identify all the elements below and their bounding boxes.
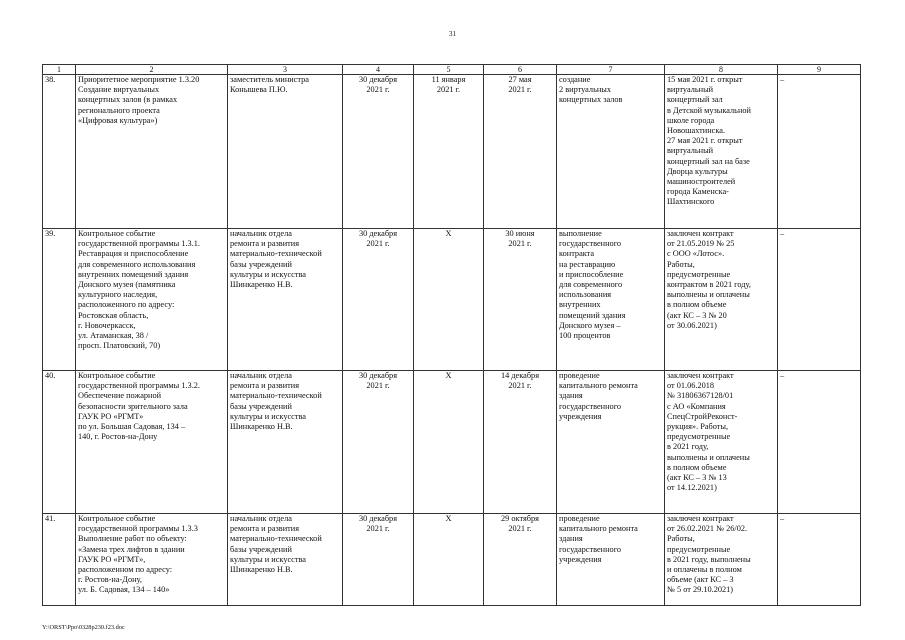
plan-date-cell: 30 декабря 2021 г.	[343, 514, 414, 606]
actual-date-cell: 27 мая 2021 г.	[484, 75, 557, 229]
column-header: 9	[778, 65, 861, 75]
column-header: 1	[43, 65, 76, 75]
start-date-cell: Х	[414, 371, 484, 514]
status-cell: заключен контракт от 26.02.2021 № 26/02. Работы, предусмотренные в 2021 году, выполнены и оплачены в полном объеме (акт КС – 3 № 5 от 29.10.2021)	[665, 514, 778, 606]
responsible-cell: заместитель министра Конышева П.Ю.	[228, 75, 343, 229]
file-path-footer: Y:\ORST\Ppo\0328p230.f23.doc	[42, 624, 125, 631]
plan-date-cell: 30 декабря 2021 г.	[343, 371, 414, 514]
start-date-cell: Х	[414, 514, 484, 606]
event-cell: Контрольное событие государственной программы 1.3.1. Реставрация и приспособление для современного использования внутренних помещений здания Донского музея (памятника культурного наследия, расположенного по адресу: Ростовская область, г. Новочеркасск, ул. Атаманская, 38 / просп. Платовский, 70)	[76, 229, 228, 371]
plan-date-cell: 30 декабря 2021 г.	[343, 229, 414, 371]
responsible-cell: начальник отдела ремонта и развития материально-технической базы учреждений культуры и искусства Шинкаренко Н.В.	[228, 514, 343, 606]
row-number: 41.	[43, 514, 76, 606]
result-cell: проведение капитального ремонта здания государственного учреждения	[557, 514, 665, 606]
report-table	[42, 64, 861, 606]
page-number: 31	[449, 30, 456, 38]
row-number: 40.	[43, 371, 76, 514]
note-cell: –	[778, 75, 861, 229]
responsible-cell: начальник отдела ремонта и развития материально-технической базы учреждений культуры и искусства Шинкаренко Н.В.	[228, 371, 343, 514]
column-header: 3	[228, 65, 343, 75]
actual-date-cell: 29 октября 2021 г.	[484, 514, 557, 606]
status-cell: 15 мая 2021 г. открыт виртуальный концертный зал в Детской музыкальной школе города Новошахтинска. 27 мая 2021 г. открыт виртуальный концертный зал на базе Дворца культуры машиностроителей города Каменска- Шахтинского	[665, 75, 778, 229]
table-row	[43, 229, 861, 371]
note-cell: –	[778, 229, 861, 371]
table-row	[43, 371, 861, 514]
status-cell: заключен контракт от 01.06.2018 № 31806367128/01 с АО «Компания СпецСтройРеконст- рукция». Работы, предусмотренные в 2021 году, выполнены и оплачены в полном объеме (акт КС – 3 № 13 от 14.12.2021)	[665, 371, 778, 514]
note-cell: –	[778, 514, 861, 606]
event-cell: Контрольное событие государственной программы 1.3.3 Выполнение работ по объекту: «Замена трех лифтов в здании ГАУК РО «РГМТ», расположенном по адресу: г. Ростов-на-Дону, ул. Б. Садовая, 134 – 140»	[76, 514, 228, 606]
row-number: 39.	[43, 229, 76, 371]
column-header: 7	[557, 65, 665, 75]
actual-date-cell: 30 июня 2021 г.	[484, 229, 557, 371]
table-row	[43, 514, 861, 606]
actual-date-cell: 14 декабря 2021 г.	[484, 371, 557, 514]
responsible-cell: начальник отдела ремонта и развития материально-технической базы учреждений культуры и искусства Шинкаренко Н.В.	[228, 229, 343, 371]
start-date-cell: 11 января 2021 г.	[414, 75, 484, 229]
column-header: 5	[414, 65, 484, 75]
status-cell: заключен контракт от 21.05.2019 № 25 с ООО «Лотос». Работы, предусмотренные контрактом в 2021 году, выполнены и оплачены в полном объеме (акт КС – 3 № 20 от 30.06.2021)	[665, 229, 778, 371]
note-cell: –	[778, 371, 861, 514]
table-row	[43, 75, 861, 229]
column-header: 2	[76, 65, 228, 75]
row-number: 38.	[43, 75, 76, 229]
column-header: 6	[484, 65, 557, 75]
event-cell: Контрольное событие государственной программы 1.3.2. Обеспечение пожарной безопасности зрительного зала ГАУК РО «РГМТ» по ул. Большая Садовая, 134 – 140, г. Ростов-на-Дону	[76, 371, 228, 514]
column-header: 4	[343, 65, 414, 75]
event-cell: Приоритетное мероприятие 1.3.20 Создание виртуальных концертных залов (в рамках регионального проекта «Цифровая культура»)	[76, 75, 228, 229]
header-row	[43, 65, 861, 75]
result-cell: создание 2 виртуальных концертных залов	[557, 75, 665, 229]
result-cell: выполнение государственного контракта на реставрацию и приспособление для современного использования внутренних помещений здания Донского музея – 100 процентов	[557, 229, 665, 371]
start-date-cell: Х	[414, 229, 484, 371]
plan-date-cell: 30 декабря 2021 г.	[343, 75, 414, 229]
column-header: 8	[665, 65, 778, 75]
result-cell: проведение капитального ремонта здания государственного учреждения	[557, 371, 665, 514]
